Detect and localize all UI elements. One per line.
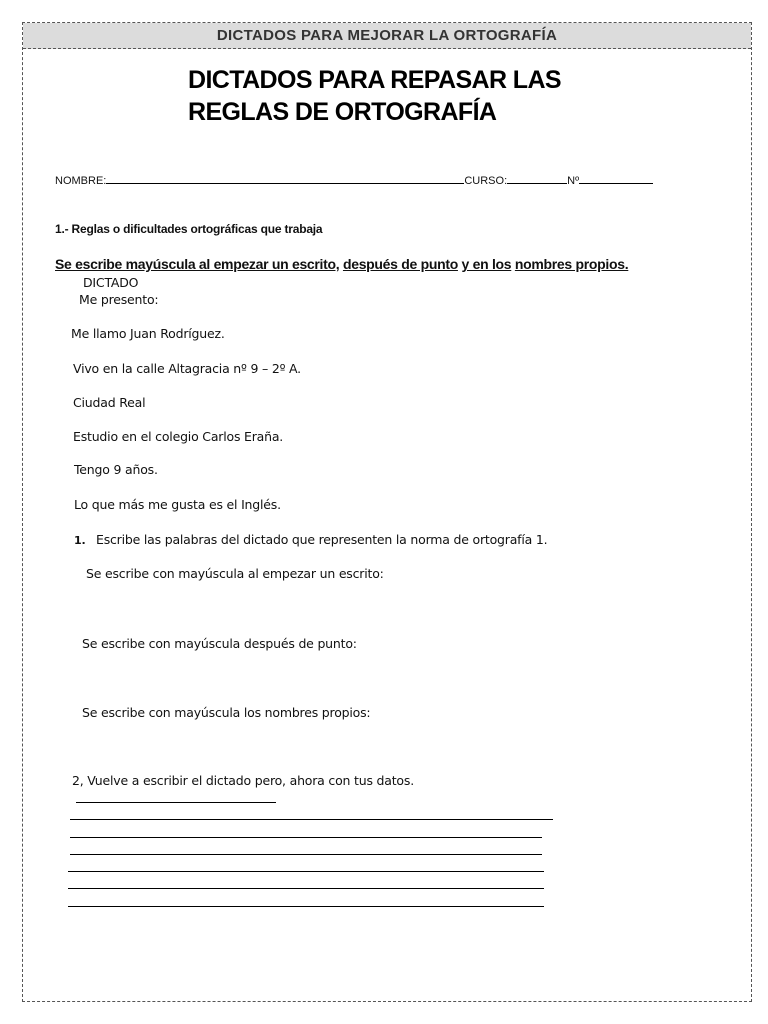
header-title: DICTADOS PARA MEJORAR LA ORTOGRAFÍA [216,27,558,44]
header-bar [23,23,751,49]
exercise-1-instruction [74,532,547,547]
writing-line[interactable] [68,871,544,872]
writing-line[interactable] [70,837,542,838]
document-title-line-1: DICTADOS PARA REPASAR LAS [188,66,561,94]
exercise-1-prompt: Se escribe con mayúscula después de punto: [82,636,357,651]
course-blank[interactable] [507,172,567,184]
exercise-1-prompt: Se escribe con mayúscula al empezar un escrito: [86,566,384,581]
writing-line[interactable] [76,802,276,803]
writing-line[interactable] [68,888,544,889]
name-blank[interactable] [106,172,464,184]
exercise-2-instruction: 2, Vuelve a escribir el dictado pero, ahora con tus datos. [72,773,414,788]
rule-part-4: nombres propios. [514,256,629,272]
dictation-line: Lo que más me gusta es el Inglés. [74,497,281,512]
writing-line[interactable] [70,854,542,855]
writing-line[interactable] [68,906,544,907]
exercise-1-text: Escribe las palabras del dictado que representen la norma de ortografía 1. [96,532,548,547]
exercise-1-prompt: Se escribe con mayúscula los nombres propios: [82,705,371,720]
number-label: Nº [567,175,580,187]
number-blank[interactable] [579,172,653,184]
name-label: NOMBRE: [55,175,107,187]
section-heading: 1.- Reglas o dificultades ortográficas que trabaja [55,222,323,236]
dictation-line: Estudio en el colegio Carlos Eraña. [73,429,284,444]
course-label: CURSO: [464,175,508,187]
page-frame [22,22,752,1002]
exercise-1-number: 1. [74,534,86,547]
document-title-line-2: REGLAS DE ORTOGRAFÍA [188,98,497,126]
rule-part-2: después de punto [342,256,458,272]
dictation-intro: Me presento: [79,292,159,307]
dictation-line: Tengo 9 años. [74,462,158,477]
rule-part-1: Se escribe mayúscula al empezar un escrito, [55,256,340,272]
rule-statement [55,256,628,272]
dictation-line: Me llamo Juan Rodríguez. [71,326,225,341]
dictation-line: Vivo en la calle Altagracia nº 9 – 2º A. [73,361,301,376]
writing-line[interactable] [70,819,553,820]
dictation-line: Ciudad Real [73,395,146,410]
name-field-row [55,172,653,187]
dictation-label: DICTADO [83,275,139,290]
rule-part-3: y en los [461,256,512,272]
